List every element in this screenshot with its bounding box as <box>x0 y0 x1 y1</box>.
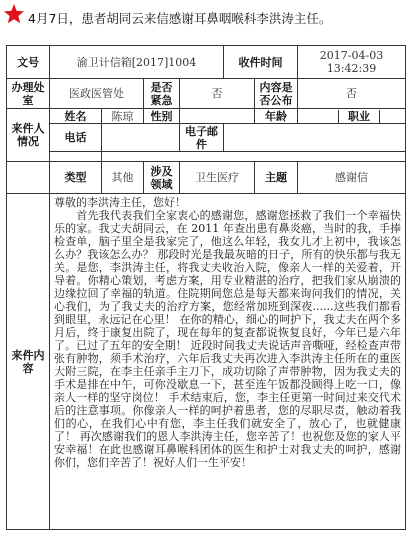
doc-no-label: 文号 <box>7 46 50 79</box>
star-icon <box>3 3 25 25</box>
job-label: 职业 <box>339 110 379 123</box>
subject-value: 感谢信 <box>298 162 406 194</box>
letter-form-table <box>6 45 406 530</box>
urgent-value: 否 <box>180 79 255 109</box>
age-label: 年龄 <box>255 109 298 124</box>
gender-label: 性别 <box>144 109 180 124</box>
public-label: 内容是否公布 <box>255 79 298 109</box>
job-cell <box>298 109 406 124</box>
row-sender-1 <box>7 109 406 124</box>
letter-content <box>50 194 406 530</box>
sender-info-label: 来件人情况 <box>7 109 50 162</box>
phone-value <box>102 124 180 152</box>
row-type <box>7 162 406 194</box>
row-sender-3 <box>7 152 406 162</box>
letter-paragraph: 首先我代表我们全家衷心的感谢您，感谢您拯救了我们一个幸福快乐的家。我丈夫胡同云，在 2011 年查出患有鼻炎癌，当时的我，手捧检查单，脑子里全是我家完了，他这么年轻，我女儿才上初中，我该怎么办？我该怎么办？ 那段时光是我最灰暗的日子，所有的快乐都与我无关。是您，李洪涛主任，将我丈夫收治入院，像亲人一样的关爱着，开导着。你精心策划，考虑方案，用专业精湛的治疗，把我们家从崩溃的边缘拉回了幸福的轨道。住院期间您总是每天都来询问我们的情况，关心我们，为了我丈夫的治疗方案，您经常加班到深夜......这些我们都看到眼里，永远记在心里！ 在你的精心，细心的呵护下，我丈夫在两个多月后，终于康复出院了，现在每年的复查都说恢复良好，今年已是六年了。已过了五年的安全期！ 近段时间我丈夫说话声音嘶哑，经检查声带张有肿物，须手术治疗，六年后我丈夫再次进入李洪涛主任所在的重医大附三院，在李主任亲手主刀下，成功切除了声带肿物，因为我丈夫的手术是排在中午，可你没歇息一下，甚至连午饭都没顾得上吃一口，像亲人一样的坚守岗位！ 手术结束后，您，李主任更第一时间过来交代术后的注意事项。你像亲人一样的呵护着患者，您的尽职尽责，触动着我们的心，在我们心中有您，李主任我们就安全了，放心了，也就健康了！ 再次感谢我们的恩人李洪涛主任，您辛苦了！也祝您及您的家人平安幸福！在此也感谢耳鼻喉科团体的医生和护士对我丈夫的呵护，感谢你们，您们辛苦了！祝好人们一生平安！ <box>54 209 402 469</box>
name-value: 陈琼 <box>102 109 144 124</box>
address-label <box>50 152 102 162</box>
header-bar <box>0 0 410 40</box>
type-label: 类型 <box>50 162 102 194</box>
email-value <box>224 124 406 152</box>
domain-label: 涉及领域 <box>144 162 180 194</box>
office-value: 医政医管处 <box>50 79 144 109</box>
phone-label: 电话 <box>50 124 102 152</box>
public-value: 否 <box>298 79 406 109</box>
letter-paragraph: 尊敬的李洪涛主任，您好！ <box>54 196 186 209</box>
row-office <box>7 79 406 109</box>
news-headline: 4月7日，患者胡同云来信感谢耳鼻咽喉科李洪涛主任。 <box>28 11 332 26</box>
domain-value: 卫生医疗 <box>180 162 255 194</box>
letter-content-text <box>54 196 401 469</box>
subject-label: 主题 <box>255 162 298 194</box>
doc-no-value: 渝卫计信箱[2017]1004 <box>50 46 224 79</box>
job-value <box>379 110 405 123</box>
content-label: 来件内容 <box>7 194 50 530</box>
row-doc-no <box>7 46 406 79</box>
job-subtable <box>298 110 405 123</box>
address-value <box>102 152 406 162</box>
office-label: 办理处室 <box>7 79 50 109</box>
type-value: 其他 <box>102 162 144 194</box>
row-sender-2 <box>7 124 406 152</box>
gender-value <box>180 109 255 124</box>
name-label: 姓名 <box>50 109 102 124</box>
receive-time-value: 2017-04-03 13:42:39 <box>298 46 406 79</box>
type-spacer <box>7 162 50 194</box>
urgent-label: 是否紧急 <box>144 79 180 109</box>
row-content <box>7 194 406 530</box>
email-label: 电子邮件 <box>180 124 224 152</box>
age-value <box>298 110 339 123</box>
receive-time-label: 收件时间 <box>224 46 298 79</box>
